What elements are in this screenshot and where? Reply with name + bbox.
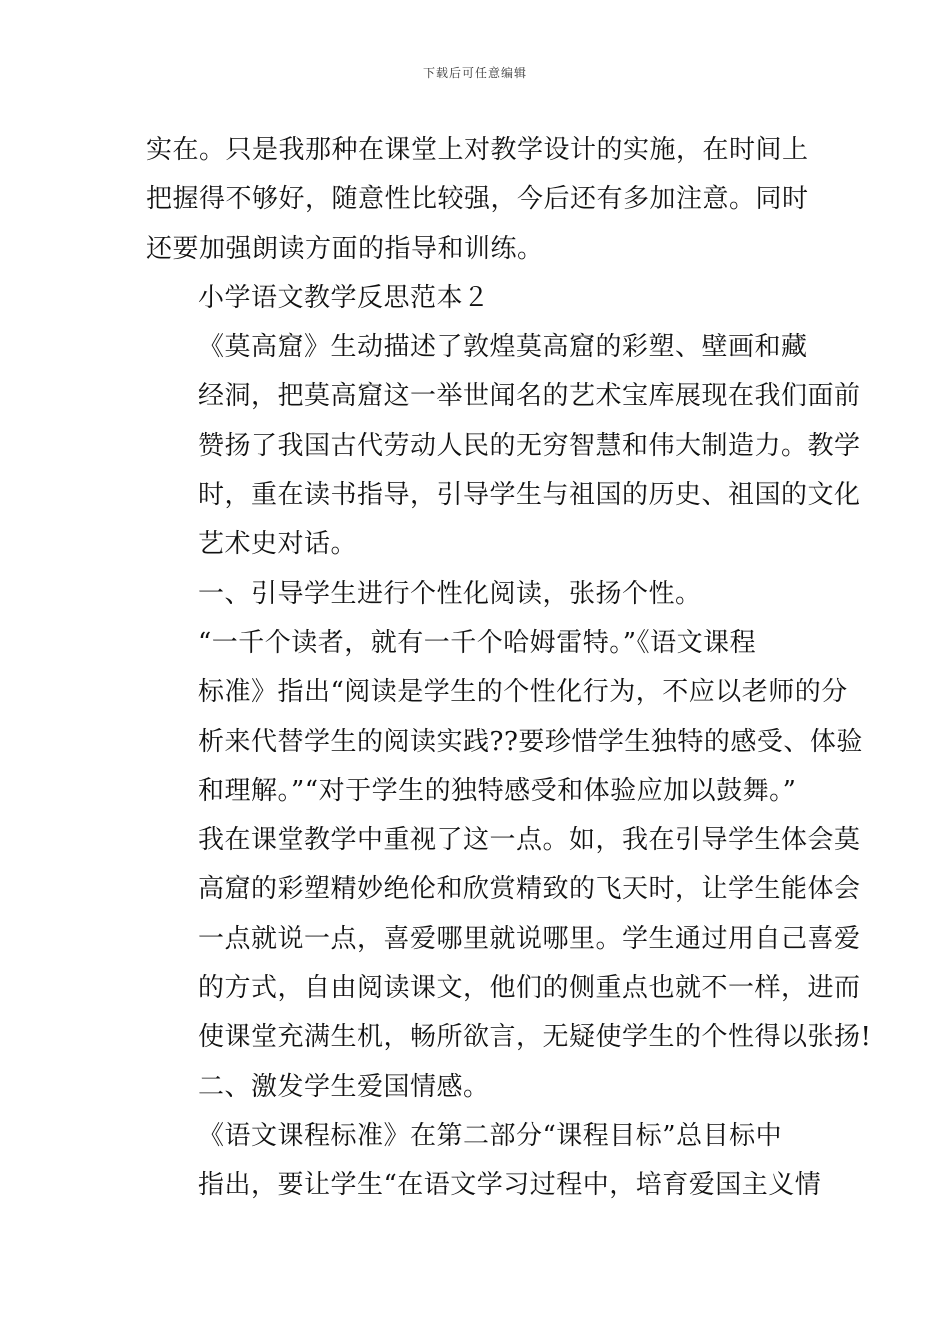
subheading-2 — [146, 1063, 806, 1112]
text-line: 时，重在读书指导，引导学生与祖国的历史、祖国的文化 — [198, 480, 861, 511]
text-line: 实在。只是我那种在课堂上对教学设计的实施，在时间上 — [146, 135, 809, 165]
subheading-1 — [146, 570, 806, 619]
text-line: 还要加强朗读方面的指导和训练。 — [146, 233, 544, 264]
text-line: “一千个读者，就有一千个哈姆雷特。”《语文课程 — [198, 627, 757, 658]
text-line: 我在课堂教学中重视了这一点。如，我在引导学生体会莫 — [198, 825, 861, 856]
text-line: 二、激发学生爱国情感。 — [198, 1071, 490, 1102]
text-line: 析来代替学生的阅读实践??要珍惜学生独特的感受、体验 — [198, 726, 863, 757]
document-body — [146, 126, 872, 1211]
paragraph-1 — [146, 126, 809, 274]
text-line: 和理解。”“对于学生的独特感受和体验应加以鼓舞。” — [198, 775, 797, 806]
text-line: 《语文课程标准》在第二部分“课程目标”总目标中 — [198, 1120, 783, 1151]
text-line: 一、引导学生进行个性化阅读，张扬个性。 — [198, 578, 702, 609]
text-line: 高窟的彩塑精妙绝伦和欣赏精致的飞天时，让学生能体会 — [198, 874, 861, 905]
paragraph-intro — [146, 323, 861, 569]
text-line: 艺术史对话。 — [198, 529, 358, 560]
text-line: 一点就说一点，喜爱哪里就说哪里。学生通过用自己喜爱 — [198, 923, 861, 954]
text-line: 的方式，自由阅读课文，他们的侧重点也就不一样，进而 — [198, 973, 861, 1004]
page-header: 下载后可任意编辑 — [422, 66, 527, 80]
text-line: 使课堂充满生机，畅所欲言，无疑使学生的个性得以张扬! — [198, 1022, 872, 1053]
text-line: 赞扬了我国古代劳动人民的无穷智慧和伟大制造力。教学 — [198, 430, 861, 461]
section-title — [146, 274, 806, 323]
paragraph-patriotism — [146, 1112, 822, 1211]
text-line: 把握得不够好，随意性比较强，今后还有多加注意。同时 — [146, 184, 809, 215]
text-line: 《莫高窟》生动描述了敦煌莫高窟的彩塑、壁画和藏 — [198, 332, 808, 363]
paragraph-reading — [146, 619, 872, 1063]
text-line: 指出，要让学生“在语文学习过程中，培育爱国主义情 — [198, 1170, 822, 1201]
text-line: 标准》指出“阅读是学生的个性化行为，不应以老师的分 — [198, 677, 848, 708]
text-line: 经洞，把莫高窟这一举世闻名的艺术宝库展现在我们面前 — [198, 381, 861, 412]
text-line: 小学语文教学反思范本２ — [198, 282, 490, 313]
